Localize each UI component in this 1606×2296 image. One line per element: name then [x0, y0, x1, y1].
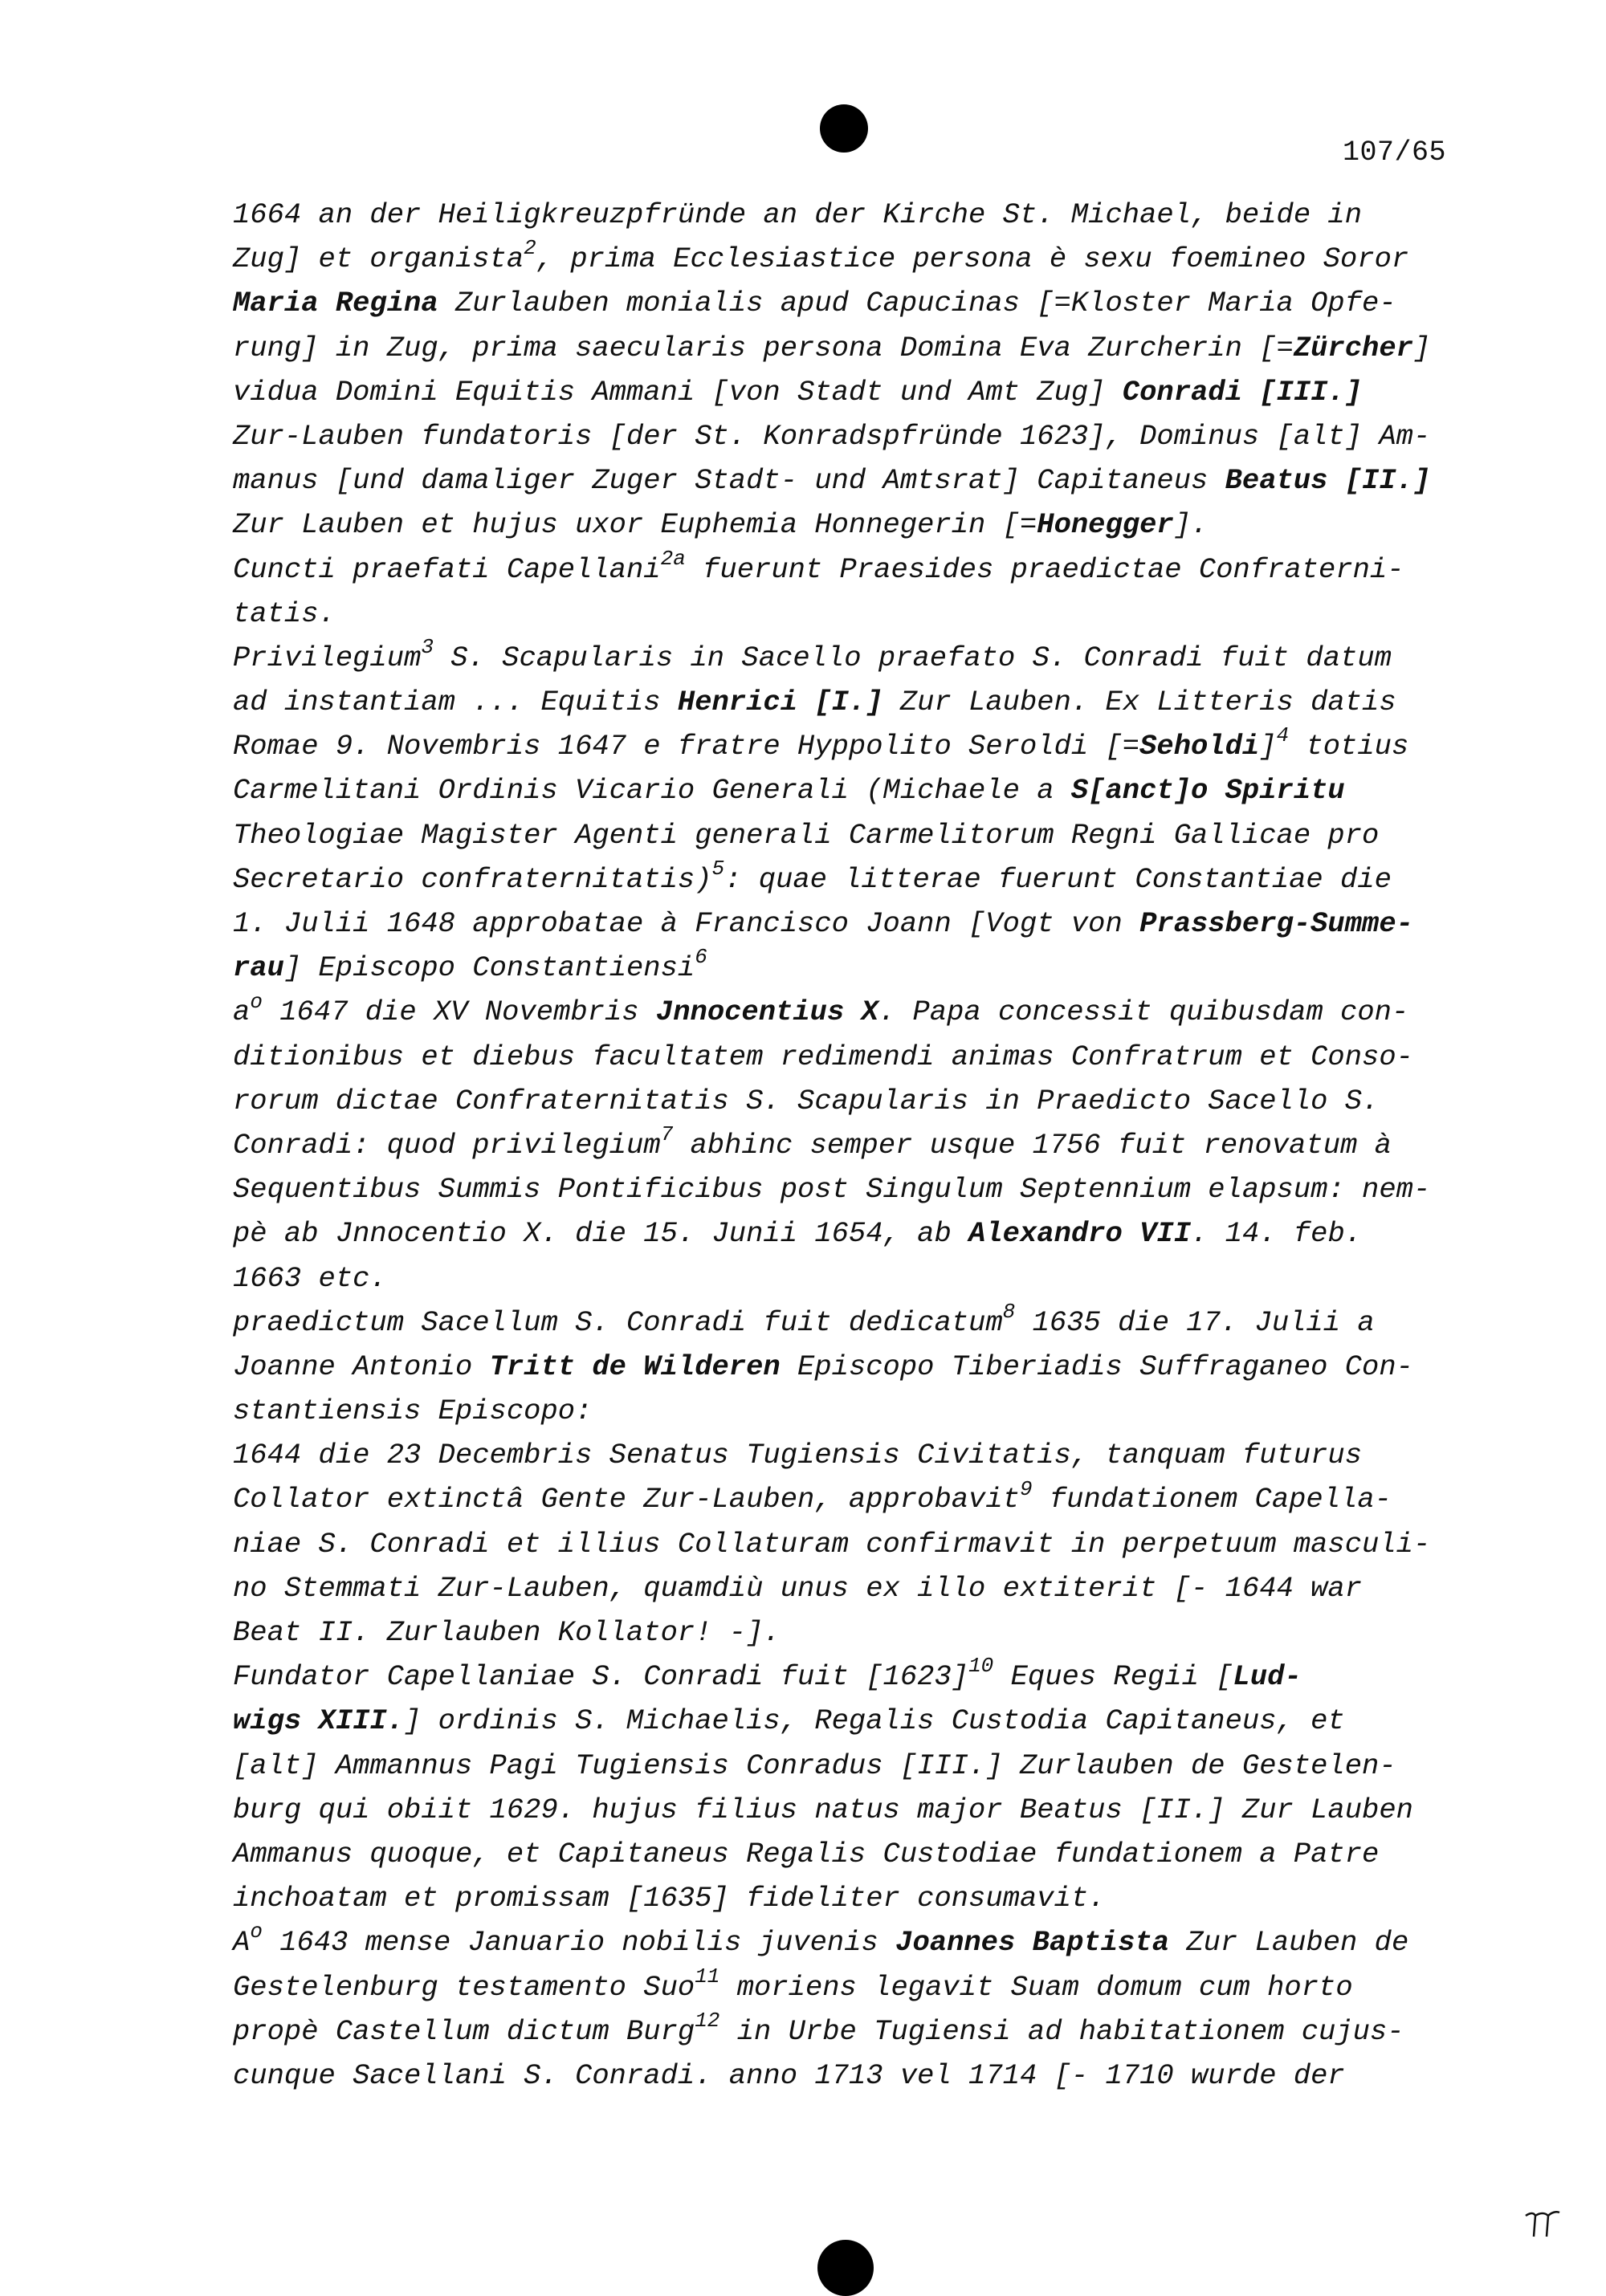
footnote-marker: 2a	[660, 546, 686, 571]
text-segment: Zur Lauben. Ex Litteris datis	[882, 686, 1396, 719]
text-segment: in Urbe Tugiensi ad habitationem cujus-	[719, 2014, 1404, 2048]
text-segment: ] Episcopo Constantiensi	[283, 951, 695, 985]
footnote-marker: 7	[660, 1122, 674, 1147]
footnote-marker: 5	[711, 856, 725, 881]
bold-name: S[anct]o Spiritu	[1070, 774, 1345, 808]
text-segment: niae S. Conradi et illius Collaturam confirmavit in perpetuum masculi-	[233, 1527, 1431, 1561]
text-segment: 1635 die 17. Julii a	[1015, 1305, 1375, 1339]
text-segment: Joanne Antonio	[233, 1350, 490, 1383]
text-line	[233, 1566, 1469, 1610]
text-segment: abhinc semper usque 1756 fuit renovatum à	[673, 1128, 1392, 1162]
text-line	[233, 1920, 1469, 1964]
text-line	[233, 1965, 1469, 2009]
text-line	[233, 636, 1469, 680]
text-segment: Zur Lauben et hujus uxor Euphemia Honnegerin [=	[233, 508, 1037, 542]
text-line	[233, 813, 1469, 857]
text-segment: Cuncti praefati Capellani	[233, 552, 661, 586]
text-segment: Beat II. Zurlauben Kollator! -].	[233, 1616, 781, 1649]
footnote-marker: o	[250, 1919, 263, 1944]
text-segment: Theologiae Magister Agenti generali Carmelitorum Regni Gallicae pro	[233, 818, 1380, 852]
text-segment: no Stemmati Zur-Lauben, quamdiù unus ex illo extiterit [- 1644 war	[233, 1571, 1363, 1605]
bold-name: Prassberg-Summe-	[1139, 907, 1413, 940]
text-segment: A	[233, 1926, 251, 1960]
footnote-marker: 9	[1019, 1476, 1033, 1501]
text-segment: 1. Julii 1648 approbatae à Francisco Joann [Vogt von	[233, 907, 1140, 940]
footnote-marker: 3	[421, 635, 434, 660]
bold-name: Alexandro VII	[968, 1217, 1192, 1251]
text-line	[233, 902, 1469, 946]
footnote-marker: 11	[695, 1964, 720, 1989]
text-segment: manus [und damaliger Zuger Stadt- und Amtsrat] Capitaneus	[233, 464, 1225, 498]
text-line	[233, 592, 1469, 636]
document-body	[233, 193, 1469, 2098]
text-segment: Collator extinctâ Gente Zur-Lauben, approbavit	[233, 1483, 1020, 1516]
text-segment: Privilegium	[233, 641, 422, 674]
text-segment: ditionibus et diebus facultatem redimendi animas Confratrum et Conso-	[233, 1040, 1413, 1073]
text-segment: burg qui obiit 1629. hujus filius natus major Beatus [II.] Zur Lauben	[233, 1793, 1413, 1826]
text-segment: cunque Sacellani S. Conradi. anno 1713 vel 1714 [- 1710 wurde der	[233, 2058, 1345, 2092]
text-segment: Eques Regii [	[993, 1660, 1233, 1694]
text-segment: praedictum Sacellum S. Conradi fuit dedicatum	[233, 1305, 1003, 1339]
text-segment: Gestelenburg testamento Suo	[233, 1970, 695, 2004]
text-line	[233, 1211, 1469, 1256]
text-segment: , prima Ecclesiastice persona è sexu foemineo Soror	[536, 242, 1409, 276]
footnote-marker: 8	[1002, 1299, 1016, 1324]
text-line	[233, 1256, 1469, 1301]
text-segment: Zur-Lauben fundatoris [der St. Konradspfründe 1623], Dominus [alt] Am-	[233, 419, 1431, 453]
bold-name: Beatus [II.]	[1225, 464, 1431, 498]
text-segment: 1664 an der Heiligkreuzpfründe an der Kirche St. Michael, beide in	[233, 198, 1363, 231]
text-segment: Romae 9. Novembris 1647 e fratre Hyppolito Seroldi [=	[233, 730, 1140, 763]
text-line	[233, 946, 1469, 990]
text-line	[233, 1389, 1469, 1433]
text-line	[233, 548, 1469, 592]
text-segment: vidua Domini Equitis Ammani [von Stadt und Amt Zug]	[233, 375, 1123, 409]
text-line	[233, 326, 1469, 370]
text-line	[233, 1035, 1469, 1079]
text-segment: ad instantiam ... Equitis	[233, 686, 678, 719]
text-segment: Zug] et organista	[233, 242, 524, 276]
text-segment: Secretario confraternitatis)	[233, 862, 712, 896]
punch-hole-bottom	[817, 2240, 874, 2296]
text-segment: stantiensis Episcopo:	[233, 1394, 593, 1428]
text-line	[233, 1123, 1469, 1167]
bold-name: Seholdi	[1139, 730, 1260, 763]
text-segment: Fundator Capellaniae S. Conradi fuit [1623]	[233, 1660, 969, 1694]
text-segment: : quae litterae fuerunt Constantiae die	[724, 862, 1392, 896]
text-line	[233, 680, 1469, 724]
bold-name: Henrici [I.]	[677, 686, 883, 719]
footnote-marker: 12	[695, 2008, 720, 2033]
text-segment: inchoatam et promissam [1635] fideliter consumavit.	[233, 1882, 1106, 1915]
page-number: 107/65	[1343, 136, 1447, 169]
text-line	[233, 1522, 1469, 1566]
text-segment: ]	[1412, 331, 1431, 364]
text-segment: moriens legavit Suam domum cum horto	[719, 1970, 1353, 2004]
text-segment: . Papa concessit quibusdam con-	[878, 995, 1409, 1029]
text-line	[233, 1433, 1469, 1477]
text-line	[233, 458, 1469, 503]
text-line	[233, 1699, 1469, 1743]
text-segment: ]	[1259, 730, 1277, 763]
footnote-marker: 6	[695, 945, 707, 970]
text-line	[233, 2054, 1469, 2098]
text-segment: pè ab Jnnocentio X. die 15. Junii 1654, ab	[233, 1217, 969, 1251]
text-segment: Ammanus quoque, et Capitaneus Regalis Custodiae fundationem a Patre	[233, 1837, 1380, 1871]
text-line	[233, 1301, 1469, 1345]
text-line	[233, 503, 1469, 547]
text-segment: tatis.	[233, 596, 336, 630]
text-segment: [alt] Ammannus Pagi Tugiensis Conradus [III.] Zurlauben de Gestelen-	[233, 1748, 1396, 1782]
bold-name: Zürcher	[1293, 331, 1413, 364]
text-line	[233, 2009, 1469, 2054]
bold-name: Maria Regina	[233, 287, 438, 320]
text-segment: ] ordinis S. Michaelis, Regalis Custodia Capitaneus, et	[404, 1704, 1345, 1738]
text-line	[233, 1345, 1469, 1389]
bold-name: Jnnocentius X	[655, 995, 878, 1029]
text-line	[233, 990, 1469, 1034]
text-line	[233, 370, 1469, 414]
text-line	[233, 1610, 1469, 1655]
bold-name: Tritt de Wilderen	[489, 1350, 781, 1383]
text-segment: 1643 mense Januario nobilis juvenis	[262, 1926, 896, 1960]
text-line	[233, 193, 1469, 237]
text-segment: 1647 die XV Novembris	[262, 995, 656, 1029]
text-segment: 1663 etc.	[233, 1261, 387, 1295]
bold-name: rau	[233, 951, 284, 985]
text-line	[233, 281, 1469, 325]
text-segment: . 14. feb.	[1191, 1217, 1363, 1251]
text-line	[233, 1832, 1469, 1876]
text-segment: S. Scapularis in Sacello praefato S. Conradi fuit datum	[433, 641, 1392, 674]
text-segment: a	[233, 995, 251, 1029]
text-segment: ].	[1173, 508, 1209, 542]
text-segment: fundationem Capella-	[1032, 1483, 1392, 1516]
bold-name: Lud-	[1233, 1660, 1302, 1694]
text-segment: Sequentibus Summis Pontificibus post Singulum Septennium elapsum: nem-	[233, 1173, 1431, 1207]
text-line	[233, 1477, 1469, 1521]
handwritten-mark	[1522, 2208, 1561, 2240]
footnote-marker: 10	[968, 1654, 994, 1679]
text-segment: Zur Lauben de	[1169, 1926, 1409, 1960]
footnote-marker: 4	[1276, 723, 1290, 748]
text-line	[233, 768, 1469, 812]
bold-name: Joannes Baptista	[895, 1926, 1170, 1960]
text-segment: Episcopo Tiberiadis Suffraganeo Con-	[780, 1350, 1413, 1383]
text-segment: fuerunt Praesides praedictae Confraterni-	[685, 552, 1404, 586]
text-line	[233, 857, 1469, 902]
text-line	[233, 1788, 1469, 1832]
text-segment: totius	[1289, 730, 1409, 763]
text-line	[233, 1655, 1469, 1699]
bold-name: Conradi [III.]	[1122, 375, 1363, 409]
bold-name: Honegger	[1037, 508, 1174, 542]
text-segment: rorum dictae Confraternitatis S. Scapularis in Praedicto Sacello S.	[233, 1084, 1380, 1117]
text-segment: Carmelitani Ordinis Vicario Generali (Michaele a	[233, 774, 1071, 808]
text-segment: Zurlauben monialis apud Capucinas [=Kloster Maria Opfe-	[438, 287, 1396, 320]
bold-name: wigs XIII.	[233, 1704, 405, 1738]
text-segment: rung] in Zug, prima saecularis persona Domina Eva Zurcherin [=	[233, 331, 1294, 364]
punch-hole-top	[820, 104, 868, 153]
text-line	[233, 414, 1469, 458]
text-line	[233, 1167, 1469, 1211]
text-segment: propè Castellum dictum Burg	[233, 2014, 695, 2048]
text-line	[233, 237, 1469, 281]
text-line	[233, 724, 1469, 768]
text-segment: 1644 die 23 Decembris Senatus Tugiensis Civitatis, tanquam futurus	[233, 1439, 1363, 1472]
text-segment: Conradi: quod privilegium	[233, 1128, 661, 1162]
text-line	[233, 1744, 1469, 1788]
text-line	[233, 1876, 1469, 1920]
footnote-marker: o	[250, 989, 263, 1014]
footnote-marker: 2	[524, 236, 536, 261]
text-line	[233, 1079, 1469, 1123]
